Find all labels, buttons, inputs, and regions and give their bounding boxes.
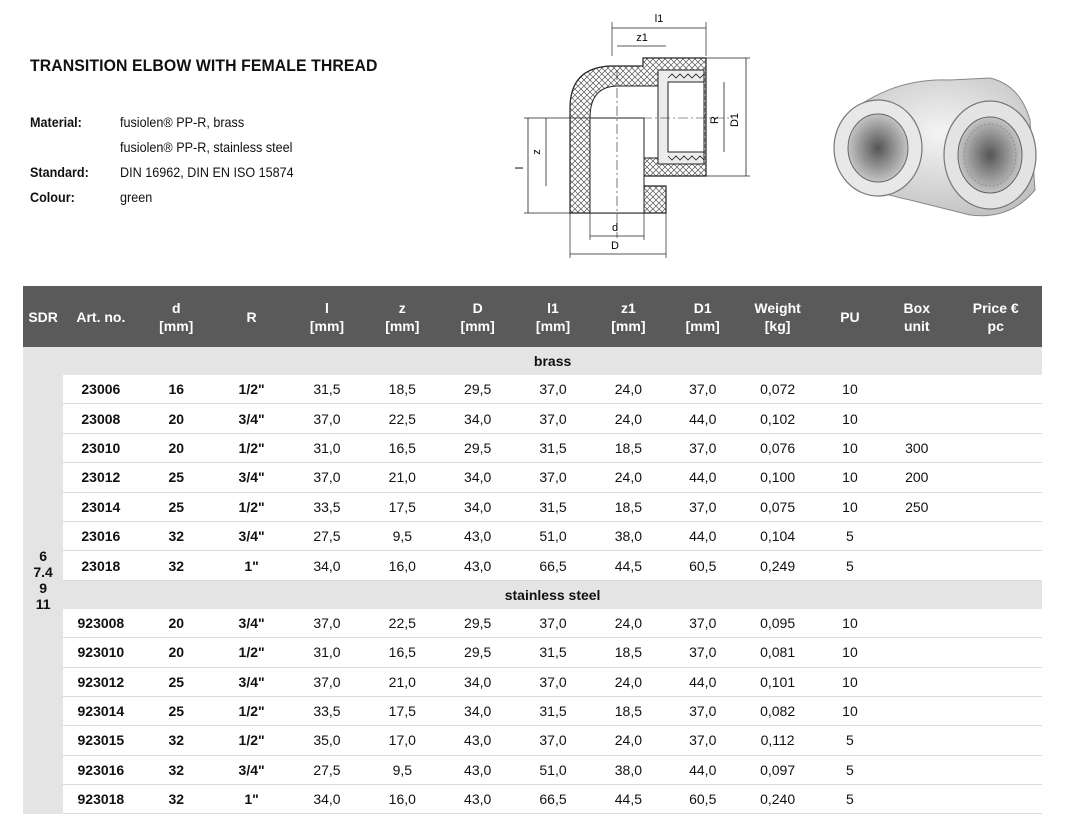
table-cell [884,638,949,667]
table-cell: 10 [816,433,884,462]
table-row [23,404,1042,433]
table-cell: 10 [816,667,884,696]
table-cell: 17,5 [365,492,440,521]
table-cell: 44,0 [666,755,739,784]
table-cell [949,404,1042,433]
table-cell [949,667,1042,696]
table-cell: 29,5 [440,609,515,638]
label-l: l [514,166,526,170]
table-cell: 0,100 [739,463,815,492]
table-cell: 10 [816,492,884,521]
spec-list [30,110,313,210]
table-cell: 0,102 [739,404,815,433]
col-z: z [mm] [385,299,420,334]
table-cell: 34,0 [440,696,515,725]
technical-drawing [514,8,758,263]
table-cell: 16,5 [365,433,440,462]
table-row [23,375,1042,404]
table-cell: 43,0 [440,551,515,580]
table-cell: 1" [214,785,289,814]
col-l: l [mm] [309,299,345,334]
table-cell: 37,0 [666,638,739,667]
table-cell: 923016 [63,755,138,784]
table-cell: 24,0 [591,726,666,755]
table-cell [949,755,1042,784]
table-cell: 44,0 [666,404,739,433]
table-cell: 32 [139,726,214,755]
table-cell: 18,5 [591,433,666,462]
col-l1: l1 [mm] [535,299,571,334]
table-cell [884,785,949,814]
spec-material-2 [30,135,313,160]
table-cell [884,404,949,433]
spec-label: Standard: [30,164,89,180]
spec-material [30,110,313,135]
table-cell [949,433,1042,462]
table-cell: 21,0 [365,667,440,696]
table-cell: 5 [816,521,884,550]
table-cell: 250 [884,492,949,521]
table-cell [949,551,1042,580]
table-row [23,726,1042,755]
table-cell: 27,5 [289,521,364,550]
table-cell [949,638,1042,667]
table-cell: 923014 [63,696,138,725]
table-cell [884,609,949,638]
table-cell: 37,0 [289,667,364,696]
table-cell: 24,0 [591,463,666,492]
table-cell: 0,072 [739,375,815,404]
table-cell: 31,5 [515,433,590,462]
table-cell: 20 [139,404,214,433]
table-cell: 1/2" [214,726,289,755]
table-cell: 38,0 [591,521,666,550]
product-photo [820,60,1045,225]
table-cell: 23018 [63,551,138,580]
table-cell: 1/2" [214,433,289,462]
table-cell: 3/4" [214,463,289,492]
table-cell: 17,5 [365,696,440,725]
group-title: brass [63,347,1042,375]
table-row [23,521,1042,550]
col-sdr: SDR [28,308,58,325]
table-cell: 923012 [63,667,138,696]
table-cell [949,375,1042,404]
table-cell: 37,0 [515,404,590,433]
table-row [23,609,1042,638]
table-cell: 300 [884,433,949,462]
table-cell: 24,0 [591,375,666,404]
table-cell: 3/4" [214,404,289,433]
table-cell: 31,5 [289,375,364,404]
table-cell: 5 [816,755,884,784]
table-cell: 43,0 [440,785,515,814]
table-cell: 32 [139,785,214,814]
table-cell: 31,0 [289,638,364,667]
table-cell: 17,0 [365,726,440,755]
sdr-value: 11 [35,596,51,613]
table-cell: 3/4" [214,521,289,550]
spec-value: fusiolen® PP-R, brass [120,114,245,130]
table-cell: 37,0 [666,696,739,725]
col-pu: PU [840,308,860,325]
table-cell: 60,5 [666,785,739,814]
table-cell: 23014 [63,492,138,521]
spec-value: DIN 16962, DIN EN ISO 15874 [120,164,294,180]
table-cell: 0,076 [739,433,815,462]
table-cell: 20 [139,638,214,667]
table-cell: 923008 [63,609,138,638]
col-D: D [mm] [460,299,495,334]
table-row [23,667,1042,696]
table-cell: 1/2" [214,696,289,725]
table-cell [949,726,1042,755]
table-row [23,696,1042,725]
spec-value: fusiolen® PP-R, stainless steel [120,139,293,155]
spec-value: green [120,189,153,205]
table-cell: 37,0 [666,375,739,404]
table-cell [949,785,1042,814]
table-cell [884,726,949,755]
sdr-value: 7.4 [33,564,53,581]
product-table [23,286,1042,814]
table-cell: 0,081 [739,638,815,667]
col-price: Price € pc [972,299,1019,334]
table-cell: 27,5 [289,755,364,784]
table-row [23,492,1042,521]
table-cell: 44,0 [666,463,739,492]
table-cell: 25 [139,463,214,492]
sdr-cell [23,347,63,814]
table-cell: 10 [816,609,884,638]
table-cell: 20 [139,609,214,638]
table-cell: 32 [139,551,214,580]
label-R: R [709,116,721,124]
table-cell: 16,0 [365,785,440,814]
table-header [23,286,1042,347]
table-cell: 10 [816,638,884,667]
table-cell: 923010 [63,638,138,667]
table-cell: 18,5 [591,638,666,667]
table-cell: 37,0 [515,463,590,492]
table-cell: 51,0 [515,521,590,550]
table-cell: 34,0 [440,492,515,521]
table-cell: 923018 [63,785,138,814]
spec-label: Material: [30,114,82,130]
table-cell: 9,5 [365,755,440,784]
label-l1: l1 [654,13,664,25]
table-cell: 10 [816,404,884,433]
label-d: d [611,222,619,234]
table-cell: 16,5 [365,638,440,667]
table-cell: 0,104 [739,521,815,550]
group-header [23,347,1042,375]
table-cell: 0,249 [739,551,815,580]
table-cell: 51,0 [515,755,590,784]
table-row [23,433,1042,462]
col-d: d [mm] [159,299,194,334]
table-cell: 23012 [63,463,138,492]
table-cell: 16,0 [365,551,440,580]
table-cell: 24,0 [591,404,666,433]
table-cell: 60,5 [666,551,739,580]
spec-colour [30,185,313,210]
table-cell [884,755,949,784]
table-cell: 29,5 [440,433,515,462]
table-cell: 16 [139,375,214,404]
table-cell: 23010 [63,433,138,462]
table-cell: 10 [816,463,884,492]
table-cell: 44,0 [666,521,739,550]
table-cell: 31,0 [289,433,364,462]
table-cell: 5 [816,726,884,755]
col-D1: D1 [mm] [685,299,720,334]
table-cell: 44,5 [591,785,666,814]
table-cell: 66,5 [515,785,590,814]
table-cell: 37,0 [289,404,364,433]
spec-standard [30,160,313,185]
label-D: D [611,240,619,252]
table-cell: 37,0 [515,667,590,696]
sdr-value: 6 [39,548,47,565]
table-cell: 44,5 [591,551,666,580]
table-cell: 0,097 [739,755,815,784]
table-cell: 1/2" [214,638,289,667]
table-cell [949,463,1042,492]
table-cell: 37,0 [515,609,590,638]
table-cell: 20 [139,433,214,462]
table-cell: 31,5 [515,492,590,521]
table-cell: 9,5 [365,521,440,550]
table-cell [884,696,949,725]
table-cell: 34,0 [440,404,515,433]
table-cell: 923015 [63,726,138,755]
table-cell: 1/2" [214,375,289,404]
table-cell: 34,0 [289,785,364,814]
table-cell: 37,0 [289,609,364,638]
table-cell: 34,0 [440,463,515,492]
table-row [23,755,1042,784]
col-weight: Weight [kg] [754,299,801,334]
table-cell: 22,5 [365,404,440,433]
col-z1: z1 [mm] [611,299,646,334]
table-row [23,638,1042,667]
table-cell: 33,5 [289,492,364,521]
table-cell: 3/4" [214,667,289,696]
table-cell: 44,0 [666,667,739,696]
table-cell: 0,101 [739,667,815,696]
table-cell: 35,0 [289,726,364,755]
table-cell: 0,082 [739,696,815,725]
table-cell [949,492,1042,521]
table-cell: 25 [139,492,214,521]
label-z1: z1 [636,32,648,44]
table-cell: 0,240 [739,785,815,814]
table-cell: 23006 [63,375,138,404]
table-cell: 31,5 [515,696,590,725]
table-cell: 37,0 [515,375,590,404]
table-cell [949,609,1042,638]
sdr-value: 9 [39,580,47,597]
group-title: stainless steel [63,580,1042,609]
table-cell: 33,5 [289,696,364,725]
table-cell: 24,0 [591,667,666,696]
table-cell: 23008 [63,404,138,433]
table-cell [884,521,949,550]
table-row [23,785,1042,814]
label-D1: D1 [729,112,741,128]
table-cell: 29,5 [440,638,515,667]
table-cell: 21,0 [365,463,440,492]
table-cell: 34,0 [440,667,515,696]
table-cell: 1" [214,551,289,580]
table-cell: 34,0 [289,551,364,580]
table-cell [949,696,1042,725]
table-row [23,551,1042,580]
table-cell: 66,5 [515,551,590,580]
table-cell [949,521,1042,550]
table-cell: 18,5 [591,696,666,725]
table-cell: 3/4" [214,609,289,638]
table-cell: 5 [816,551,884,580]
table-cell: 1/2" [214,492,289,521]
table-cell: 37,0 [666,433,739,462]
table-cell [884,667,949,696]
table-cell: 5 [816,785,884,814]
table-cell: 25 [139,696,214,725]
table-cell: 37,0 [666,726,739,755]
table-cell: 32 [139,755,214,784]
table-cell: 200 [884,463,949,492]
table-row [23,463,1042,492]
table-cell: 10 [816,696,884,725]
table-cell: 25 [139,667,214,696]
table-cell: 37,0 [515,726,590,755]
table-cell: 37,0 [666,609,739,638]
table-cell: 22,5 [365,609,440,638]
col-box-unit: Box unit [903,299,930,334]
table-cell: 37,0 [289,463,364,492]
table-cell: 18,5 [591,492,666,521]
table-cell [884,375,949,404]
table-cell: 32 [139,521,214,550]
table-cell: 31,5 [515,638,590,667]
table-cell: 29,5 [440,375,515,404]
table-cell: 43,0 [440,521,515,550]
table-cell: 3/4" [214,755,289,784]
table-cell: 0,095 [739,609,815,638]
spec-label: Colour: [30,189,75,205]
table-cell: 0,112 [739,726,815,755]
group-header [23,580,1042,609]
col-r: R [246,308,257,325]
table-cell: 37,0 [666,492,739,521]
page-title: TRANSITION ELBOW WITH FEMALE THREAD [30,56,378,75]
table-cell: 23016 [63,521,138,550]
col-art-no: Art. no. [76,308,126,325]
table-cell: 43,0 [440,726,515,755]
table-cell [884,551,949,580]
table-cell: 10 [816,375,884,404]
table-cell: 0,075 [739,492,815,521]
table-cell: 24,0 [591,609,666,638]
table-cell: 43,0 [440,755,515,784]
label-z: z [531,149,543,155]
table-cell: 18,5 [365,375,440,404]
table-cell: 38,0 [591,755,666,784]
